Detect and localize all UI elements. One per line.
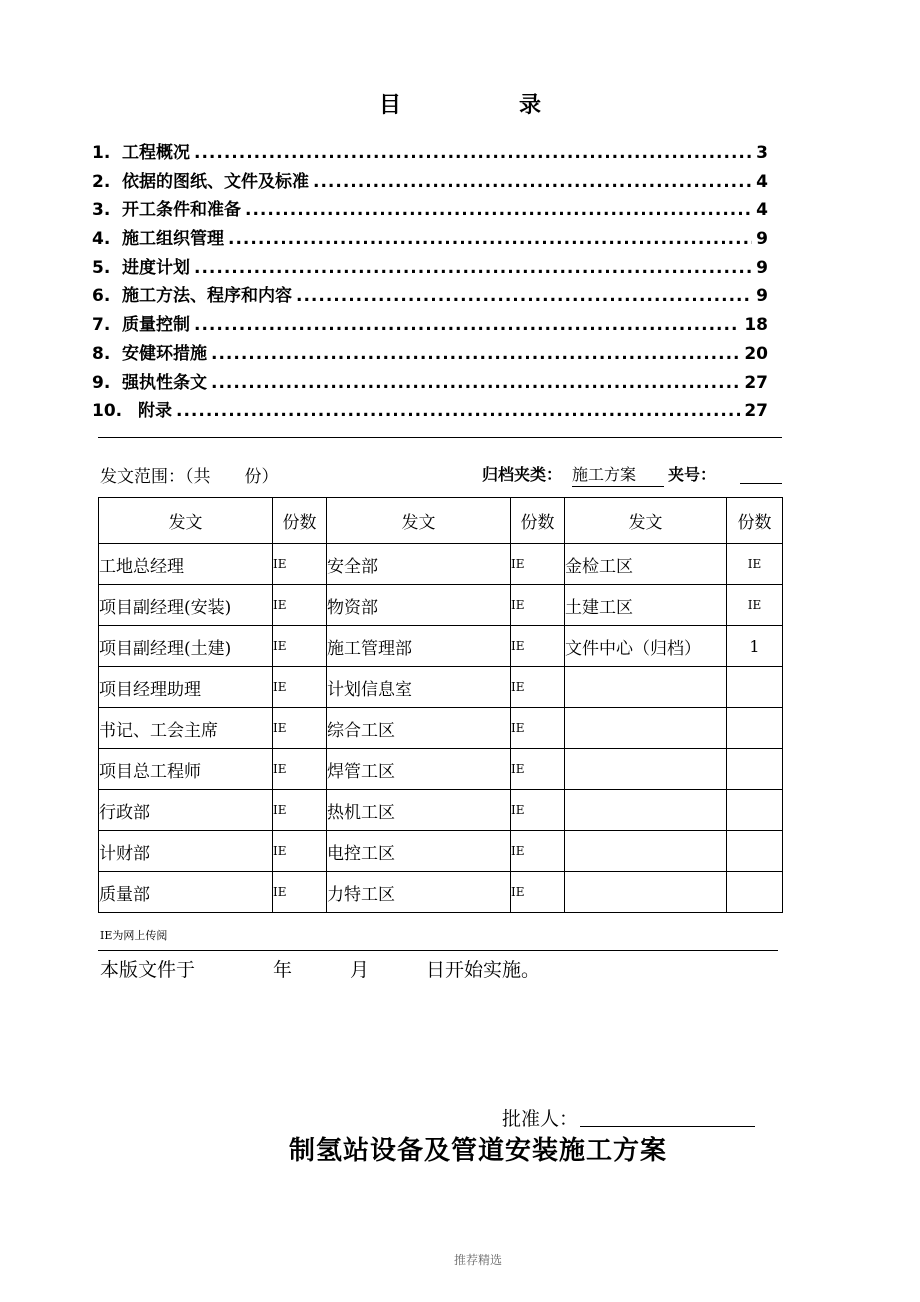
toc-entry-label: 开工条件和准备 [122, 200, 241, 221]
recipient-cell: 项目副经理(安装) [99, 585, 273, 626]
toc-leader [313, 172, 752, 192]
toc-entry-label: 安健环措施 [122, 343, 207, 364]
toc-entry-page: 4 [756, 200, 768, 221]
recipient-cell: 物资部 [327, 585, 511, 626]
copies-cell: IE [273, 626, 327, 667]
recipient-cell: 焊管工区 [327, 749, 511, 790]
toc-entry-page: 27 [744, 372, 768, 393]
toc-entry-page: 3 [756, 143, 768, 163]
recipient-cell: 电控工区 [327, 831, 511, 872]
column-header: 份数 [511, 498, 565, 544]
recipient-cell: 行政部 [99, 790, 273, 831]
recipient-cell: 质量部 [99, 872, 273, 913]
toc-entry-number: 5. [92, 257, 111, 278]
recipient-cell: 项目总工程师 [99, 749, 273, 790]
ie-footnote: IE为网上传阅 [100, 929, 168, 942]
approver-signature-line [580, 1126, 755, 1127]
recipient-cell: 计划信息室 [327, 667, 511, 708]
toc-entry-number: 2. [92, 171, 111, 192]
recipient-cell: 计财部 [99, 831, 273, 872]
copies-cell: IE [511, 708, 565, 749]
toc-entry[interactable] [92, 339, 768, 368]
toc-entry-number: 3. [92, 200, 111, 221]
table-row [99, 585, 783, 626]
copies-cell: IE [511, 831, 565, 872]
toc-leader [228, 229, 752, 249]
toc-entry-label: 施工组织管理 [122, 229, 224, 250]
toc-entry-page: 4 [756, 171, 768, 192]
toc-entry-page: 27 [744, 401, 768, 422]
copies-cell [727, 831, 783, 872]
divider [98, 950, 778, 951]
recipient-cell: 金检工区 [565, 544, 727, 585]
table-row [99, 708, 783, 749]
recipient-cell: 项目经理助理 [99, 667, 273, 708]
toc-entry-page: 9 [756, 286, 768, 307]
toc-entry[interactable] [92, 310, 768, 339]
copies-cell: IE [273, 790, 327, 831]
toc-entry-label: 附录 [138, 401, 172, 422]
table-row [99, 626, 783, 667]
table-row [99, 667, 783, 708]
distribution-scope-label: 发文范围：（共 份） [100, 467, 279, 487]
archive-category-label: 归档夹类： [482, 465, 563, 484]
implementation-year: 年 [273, 959, 293, 981]
recipient-cell [565, 872, 727, 913]
copies-cell [727, 708, 783, 749]
toc-entry[interactable] [92, 368, 768, 397]
toc-leader [194, 143, 752, 163]
toc-entry-number: 10. [92, 401, 123, 422]
copies-cell: IE [727, 544, 783, 585]
toc-entry[interactable] [92, 224, 768, 253]
toc-entry-label: 依据的图纸、文件及标准 [122, 171, 309, 192]
recipient-cell [565, 667, 727, 708]
toc-entry-page: 18 [744, 315, 768, 336]
toc-entry[interactable] [92, 253, 768, 282]
toc-leader [194, 258, 752, 278]
table-row [99, 831, 783, 872]
document-title: 制氢站设备及管道安装施工方案 [288, 1136, 667, 1166]
copies-cell: IE [273, 667, 327, 708]
recipient-cell: 综合工区 [327, 708, 511, 749]
copies-cell: IE [511, 626, 565, 667]
recipient-cell: 工地总经理 [99, 544, 273, 585]
copies-cell: IE [511, 872, 565, 913]
recipient-cell: 土建工区 [565, 585, 727, 626]
copies-cell: IE [273, 872, 327, 913]
toc-entry-label: 施工方法、程序和内容 [122, 286, 292, 307]
copies-cell: IE [273, 585, 327, 626]
distribution-table [98, 497, 783, 913]
column-header: 发文 [327, 498, 511, 544]
implementation-month: 月 [350, 959, 370, 981]
copies-cell: IE [511, 790, 565, 831]
toc-entry[interactable] [92, 396, 768, 425]
toc-leader [296, 286, 752, 306]
toc-entry-page: 9 [756, 257, 768, 278]
toc-entry-label: 强执性条文 [122, 372, 207, 393]
toc-entry-page: 20 [744, 343, 768, 364]
toc-entry[interactable] [92, 167, 768, 196]
toc-entry-label: 工程概况 [122, 143, 190, 163]
recipient-cell [565, 708, 727, 749]
table-header-row [99, 498, 783, 544]
column-header: 发文 [99, 498, 273, 544]
toc-leader [211, 344, 740, 364]
column-header: 发文 [565, 498, 727, 544]
toc-entry-number: 9. [92, 372, 111, 393]
recipient-cell: 施工管理部 [327, 626, 511, 667]
toc-entry[interactable] [92, 281, 768, 310]
copies-cell [727, 790, 783, 831]
table-row [99, 790, 783, 831]
implementation-prefix: 本版文件于 [100, 959, 196, 981]
copies-cell: IE [511, 585, 565, 626]
toc-entry-label: 进度计划 [122, 257, 190, 278]
toc-entry-page: 9 [756, 229, 768, 250]
toc-entry-number: 7. [92, 315, 111, 336]
folder-number-blank [740, 483, 782, 484]
copies-cell: IE [511, 749, 565, 790]
column-header: 份数 [727, 498, 783, 544]
copies-cell: IE [273, 544, 327, 585]
implementation-suffix: 日开始实施。 [426, 959, 541, 981]
copies-cell: IE [727, 585, 783, 626]
recipient-cell: 安全部 [327, 544, 511, 585]
recipient-cell: 文件中心（归档） [565, 626, 727, 667]
toc-leader [245, 200, 752, 220]
copies-cell: IE [273, 708, 327, 749]
toc-leader [176, 401, 740, 421]
folder-number-label: 夹号： [668, 465, 717, 484]
copies-cell: IE [511, 544, 565, 585]
copies-cell [727, 872, 783, 913]
recipient-cell: 热机工区 [327, 790, 511, 831]
copies-cell [727, 667, 783, 708]
table-row [99, 544, 783, 585]
recipient-cell: 书记、工会主席 [99, 708, 273, 749]
recipient-cell [565, 749, 727, 790]
table-of-contents [92, 138, 768, 425]
toc-title: 目 录 [378, 93, 589, 118]
table-row [99, 872, 783, 913]
toc-leader [194, 315, 740, 335]
toc-leader [211, 373, 740, 393]
toc-entry[interactable] [92, 195, 768, 224]
toc-entry-number: 8. [92, 343, 111, 364]
copies-cell [727, 749, 783, 790]
toc-entry-number: 4. [92, 229, 111, 250]
toc-entry[interactable] [92, 138, 768, 167]
recipient-cell [565, 831, 727, 872]
recipient-cell: 力特工区 [327, 872, 511, 913]
copies-cell: IE [273, 831, 327, 872]
column-header: 份数 [273, 498, 327, 544]
copies-cell: IE [273, 749, 327, 790]
divider [98, 437, 782, 438]
copies-cell: IE [511, 667, 565, 708]
approver-label: 批准人： [502, 1108, 579, 1130]
toc-entry-number: 6. [92, 286, 111, 307]
recipient-cell [565, 790, 727, 831]
distribution-header [100, 460, 782, 488]
page-footer: 推荐精选 [453, 1253, 502, 1267]
recipient-cell: 项目副经理(土建) [99, 626, 273, 667]
toc-entry-label: 质量控制 [122, 315, 190, 336]
table-row [99, 749, 783, 790]
copies-cell: 1 [727, 626, 783, 667]
toc-entry-number: 1. [92, 143, 111, 163]
archive-category-value: 施工方案 [572, 462, 664, 487]
